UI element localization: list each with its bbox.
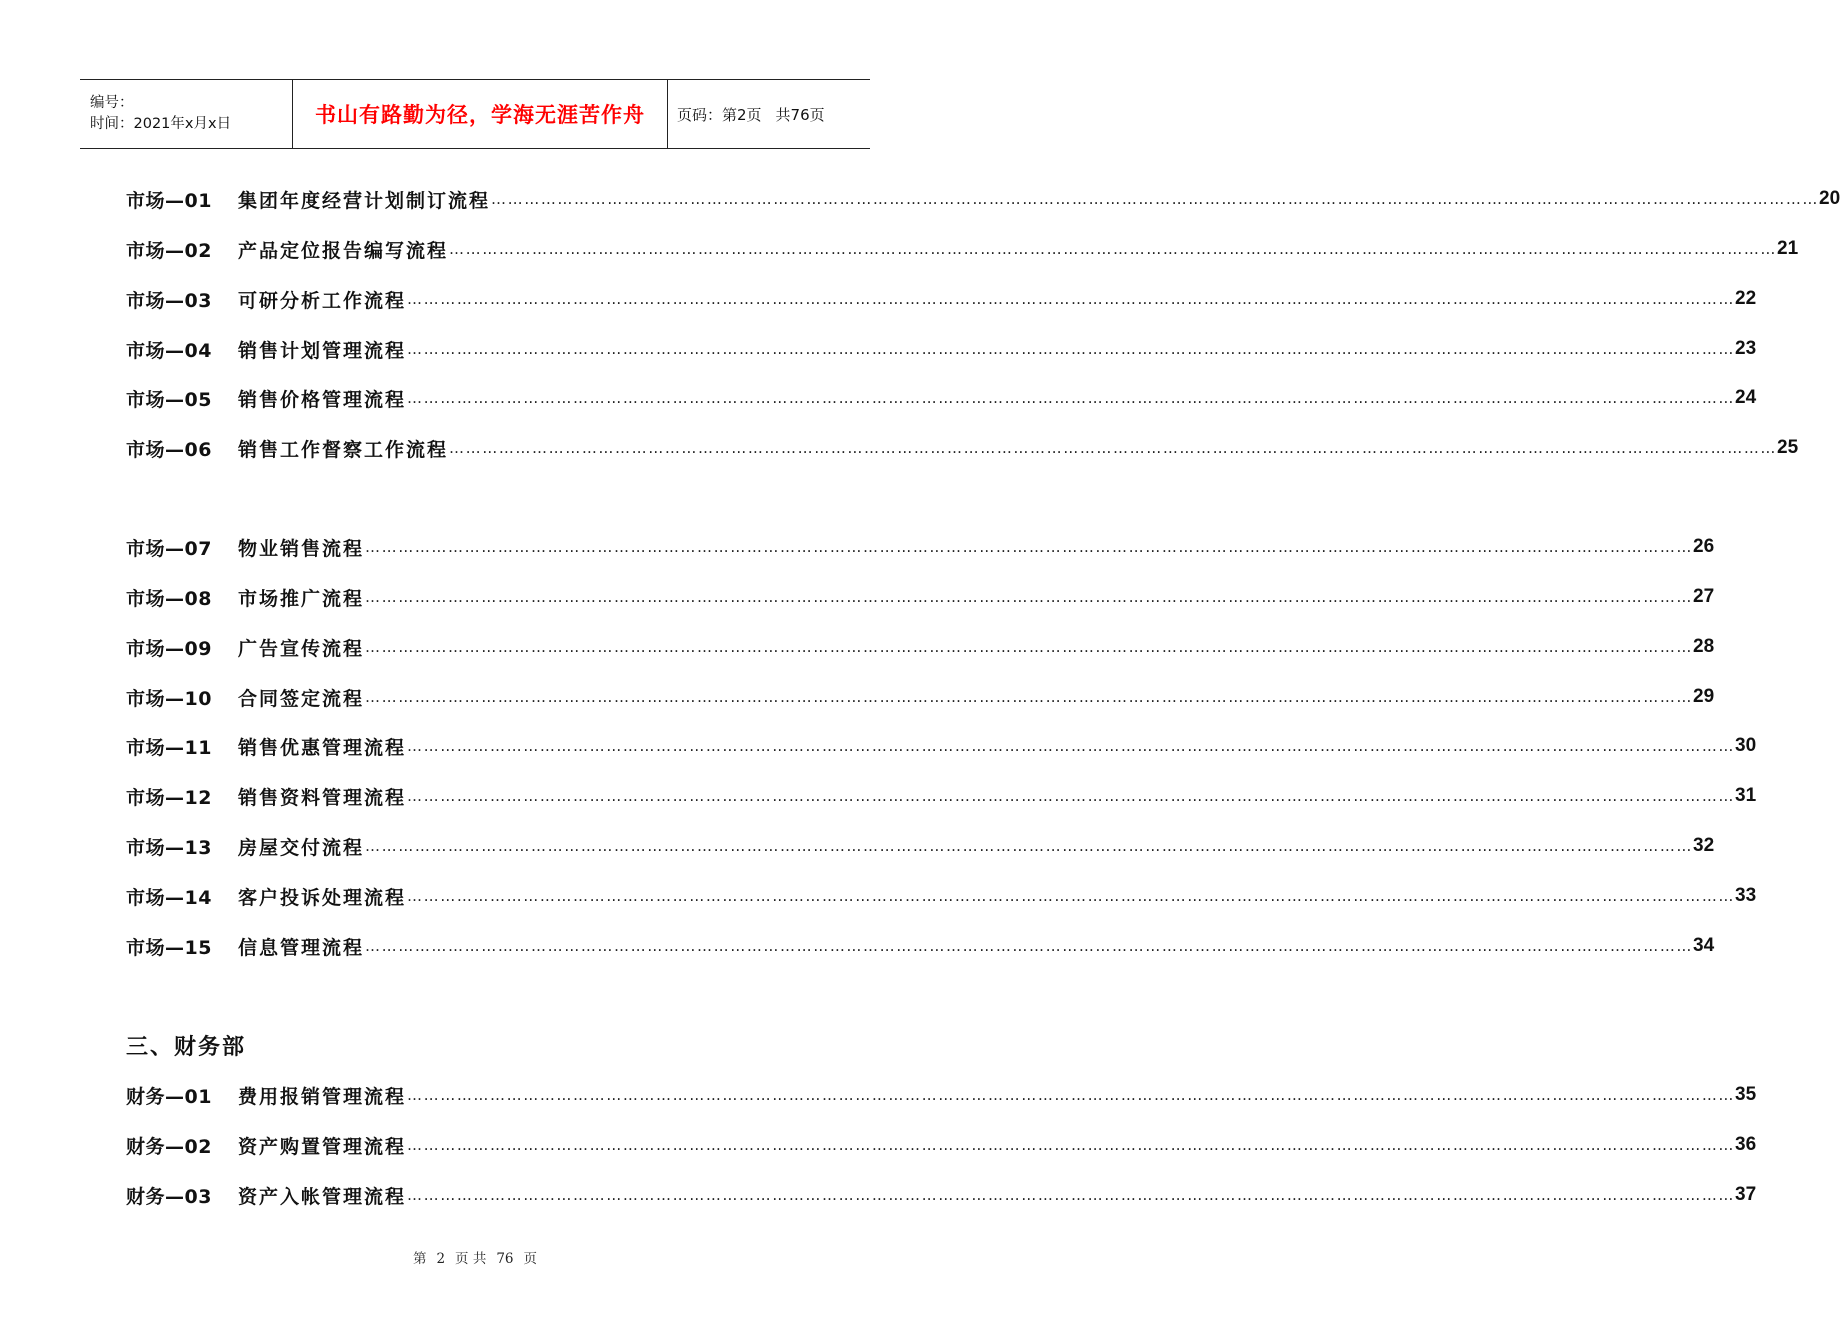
toc-entry-title: 合同签定流程 bbox=[238, 687, 365, 710]
header-page-current: 页码：第2页 bbox=[677, 105, 762, 124]
toc-dot-leader: …………………………………………………………………………………………………………………………………………………………………………………………………………………… bbox=[407, 737, 1736, 755]
toc-dot-leader: …………………………………………………………………………………………………………………………………………………………………………………………………………………… bbox=[365, 937, 1694, 955]
toc-entry-title: 市场推广流程 bbox=[238, 587, 365, 610]
toc-entry[interactable] bbox=[126, 632, 1715, 662]
toc-entry-page: 21 bbox=[1777, 238, 1799, 259]
footer-prefix: 第 bbox=[412, 1251, 427, 1267]
footer-current-page: 2 bbox=[436, 1251, 446, 1267]
toc-entry[interactable] bbox=[126, 234, 1799, 264]
document-number-label: 编号： bbox=[90, 95, 134, 111]
header-motto: 书山有路勤为径，学海无涯苦作舟 bbox=[292, 80, 668, 148]
page-footer bbox=[0, 1247, 950, 1267]
toc-entry-code: 市场—09 bbox=[126, 637, 212, 660]
toc-dot-leader: …………………………………………………………………………………………………………………………………………………………………………………………………………………… bbox=[365, 837, 1694, 855]
toc-dot-leader: …………………………………………………………………………………………………………………………………………………………………………………………………………………… bbox=[365, 538, 1694, 556]
toc-entry-title: 可研分析工作流程 bbox=[238, 289, 407, 312]
toc-entry-code: 市场—12 bbox=[126, 786, 212, 809]
toc-entry-title: 费用报销管理流程 bbox=[238, 1085, 407, 1108]
toc-entry-code: 市场—11 bbox=[126, 736, 212, 759]
toc-entry[interactable] bbox=[126, 284, 1757, 314]
toc-entry[interactable] bbox=[126, 831, 1715, 861]
toc-entry-code: 市场—05 bbox=[126, 388, 212, 411]
toc-entry-code: 财务—01 bbox=[126, 1085, 212, 1108]
toc-entry[interactable] bbox=[126, 532, 1715, 562]
toc-entry-title: 资产入帐管理流程 bbox=[238, 1185, 407, 1208]
toc-entry-page: 33 bbox=[1735, 885, 1757, 906]
toc-entry-page: 29 bbox=[1693, 686, 1715, 707]
toc-entry-page: 35 bbox=[1735, 1084, 1757, 1105]
toc-entry-code: 市场—06 bbox=[126, 438, 212, 461]
toc-entry-title: 销售计划管理流程 bbox=[238, 339, 407, 362]
toc-dot-leader: …………………………………………………………………………………………………………………………………………………………………………………………………………………… bbox=[407, 1086, 1736, 1104]
toc-entry[interactable] bbox=[126, 582, 1715, 612]
toc-dot-leader: …………………………………………………………………………………………………………………………………………………………………………………………………………………… bbox=[407, 290, 1736, 308]
toc-entry-code: 市场—03 bbox=[126, 289, 212, 312]
toc-entry-title: 销售工作督察工作流程 bbox=[238, 438, 449, 461]
footer-suffix: 页 bbox=[523, 1251, 538, 1267]
toc-entry-code: 市场—07 bbox=[126, 537, 212, 560]
toc-dot-leader: …………………………………………………………………………………………………………………………………………………………………………………………………………………… bbox=[491, 190, 1820, 208]
toc-dot-leader: …………………………………………………………………………………………………………………………………………………………………………………………………………………… bbox=[407, 340, 1736, 358]
toc-entry-title: 集团年度经营计划制订流程 bbox=[238, 189, 491, 212]
toc-entry-page: 32 bbox=[1693, 835, 1715, 856]
toc-entry-title: 销售价格管理流程 bbox=[238, 388, 407, 411]
toc-entry-page: 31 bbox=[1735, 785, 1757, 806]
header-page-number bbox=[668, 80, 870, 148]
toc-dot-leader: …………………………………………………………………………………………………………………………………………………………………………………………………………………… bbox=[365, 588, 1694, 606]
toc-entry-page: 26 bbox=[1693, 536, 1715, 557]
toc-entry[interactable] bbox=[126, 881, 1757, 911]
toc-entry-title: 资产购置管理流程 bbox=[238, 1135, 407, 1158]
toc-dot-leader: …………………………………………………………………………………………………………………………………………………………………………………………………………………… bbox=[365, 638, 1694, 656]
toc-dot-leader: …………………………………………………………………………………………………………………………………………………………………………………………………………………… bbox=[407, 389, 1736, 407]
toc-dot-leader: …………………………………………………………………………………………………………………………………………………………………………………………………………………… bbox=[449, 240, 1778, 258]
toc-entry-code: 财务—03 bbox=[126, 1185, 212, 1208]
toc-entry[interactable] bbox=[126, 731, 1757, 761]
toc-entry-page: 28 bbox=[1693, 636, 1715, 657]
toc-dot-leader: …………………………………………………………………………………………………………………………………………………………………………………………………………………… bbox=[407, 1136, 1736, 1154]
toc-dot-leader: …………………………………………………………………………………………………………………………………………………………………………………………………………………… bbox=[365, 688, 1694, 706]
document-time-label: 时间：2021年x月x日 bbox=[90, 116, 232, 132]
toc-entry[interactable] bbox=[126, 184, 1840, 214]
toc-entry-page: 22 bbox=[1735, 288, 1757, 309]
toc-dot-leader: …………………………………………………………………………………………………………………………………………………………………………………………………………………… bbox=[407, 1186, 1736, 1204]
toc-entry-code: 市场—10 bbox=[126, 687, 212, 710]
header-meta bbox=[80, 80, 292, 148]
toc-entry-title: 产品定位报告编写流程 bbox=[238, 239, 449, 262]
toc-entry-page: 27 bbox=[1693, 586, 1715, 607]
toc-entry[interactable] bbox=[126, 1080, 1757, 1110]
toc-entry-page: 20 bbox=[1819, 188, 1840, 209]
toc-entry-page: 25 bbox=[1777, 437, 1799, 458]
footer-mid: 页 共 bbox=[455, 1251, 487, 1267]
toc-entry[interactable] bbox=[126, 433, 1799, 463]
toc-entry[interactable] bbox=[126, 682, 1715, 712]
toc-entry-code: 市场—13 bbox=[126, 836, 212, 859]
toc-entry-page: 30 bbox=[1735, 735, 1757, 756]
toc-entry-title: 客户投诉处理流程 bbox=[238, 886, 407, 909]
toc-dot-leader: …………………………………………………………………………………………………………………………………………………………………………………………………………………… bbox=[407, 787, 1736, 805]
toc-entry-title: 物业销售流程 bbox=[238, 537, 365, 560]
toc-entry-page: 23 bbox=[1735, 338, 1757, 359]
toc-entry-title: 销售优惠管理流程 bbox=[238, 736, 407, 759]
toc-entry[interactable] bbox=[126, 383, 1757, 413]
toc-entry[interactable] bbox=[126, 1130, 1757, 1160]
toc-entry-page: 34 bbox=[1693, 935, 1715, 956]
toc-entry-code: 市场—04 bbox=[126, 339, 212, 362]
toc-entry-page: 24 bbox=[1735, 387, 1757, 408]
toc-entry[interactable] bbox=[126, 1180, 1757, 1210]
toc-entry-code: 市场—15 bbox=[126, 936, 212, 959]
page-header bbox=[80, 79, 870, 149]
toc-entry[interactable] bbox=[126, 334, 1757, 364]
toc-entry[interactable] bbox=[126, 781, 1757, 811]
toc-entry[interactable] bbox=[126, 931, 1715, 961]
toc-entry-code: 市场—14 bbox=[126, 886, 212, 909]
toc-entry-page: 36 bbox=[1735, 1134, 1757, 1155]
toc-entry-code: 财务—02 bbox=[126, 1135, 212, 1158]
header-page-total: 共76页 bbox=[775, 105, 825, 124]
toc-entry-page: 37 bbox=[1735, 1184, 1757, 1205]
footer-total-pages: 76 bbox=[496, 1251, 514, 1267]
toc-dot-leader: …………………………………………………………………………………………………………………………………………………………………………………………………………………… bbox=[407, 887, 1736, 905]
toc-entry-title: 销售资料管理流程 bbox=[238, 786, 407, 809]
section-heading-finance: 三、财务部 bbox=[126, 1035, 247, 1060]
toc-entry-code: 市场—01 bbox=[126, 189, 212, 212]
toc-entry-title: 房屋交付流程 bbox=[238, 836, 365, 859]
toc-entry-code: 市场—02 bbox=[126, 239, 212, 262]
toc-entry-title: 广告宣传流程 bbox=[238, 637, 365, 660]
toc-entry-code: 市场—08 bbox=[126, 587, 212, 610]
toc-entry-title: 信息管理流程 bbox=[238, 936, 365, 959]
toc-dot-leader: …………………………………………………………………………………………………………………………………………………………………………………………………………………… bbox=[449, 439, 1778, 457]
